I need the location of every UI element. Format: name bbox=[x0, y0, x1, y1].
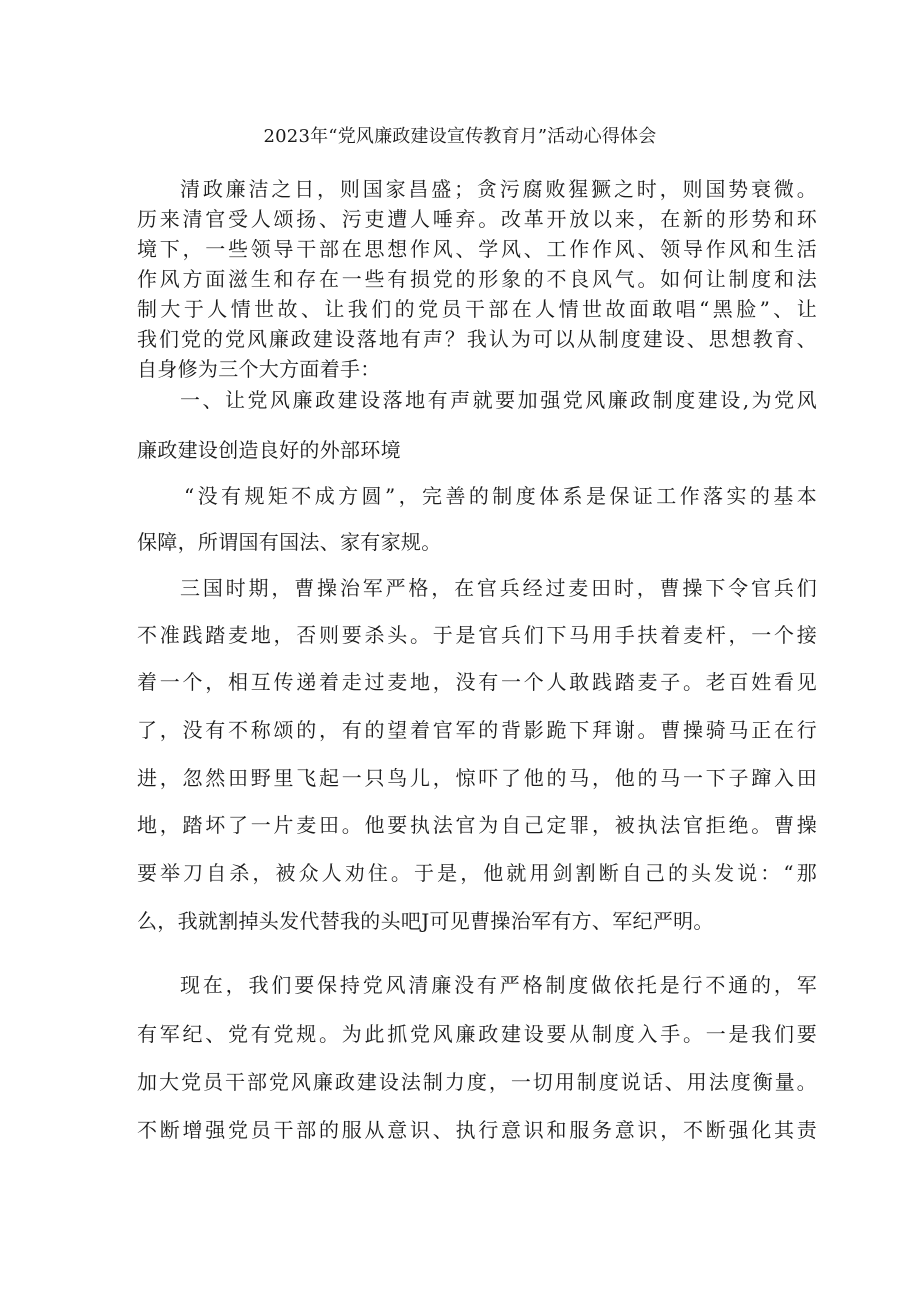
paragraph-line: 清政廉洁之日，则国家昌盛；贪污腐败猩獗之时，则国势衰微。 bbox=[180, 177, 817, 201]
paragraph-line: 着一个，相互传递着走过麦地，没有一个人敢践踏麦子。老百姓看见 bbox=[137, 670, 817, 694]
document-title: 2023年“党风廉政建设宣传教育月”活动心得体会 bbox=[263, 126, 657, 147]
paragraph-line: 地，踏坏了一片麦田。他要执法官为自己定罪，被执法官拒绝。曹操 bbox=[137, 813, 817, 837]
paragraph-line: 不断增强党员干部的服从意识、执行意识和服务意识，不断强化其责 bbox=[137, 1118, 817, 1142]
section-heading-line: 一、让党风廉政建设落地有声就要加强党风廉政制度建设,为党风 bbox=[180, 388, 817, 412]
paragraph-line: 不准践踏麦地，否则要杀头。于是官兵们下马用手扶着麦杆，一个接 bbox=[137, 623, 817, 647]
paragraph-line: 三国时期，曹操治军严格，在官兵经过麦田时，曹操下令官兵们 bbox=[180, 576, 817, 600]
paragraph-line: 么，我就割掉头发代替我的头吧J可见曹操治军有方、军纪严明。 bbox=[137, 909, 714, 933]
paragraph-line: 历来清官受人颂扬、污吏遭人唾弃。改革开放以来，在新的形势和环 bbox=[137, 207, 817, 231]
paragraph-line: 加大党员干部党风廉政建设法制力度，一切用制度说话、用法度衡量。 bbox=[137, 1070, 817, 1094]
paragraph-line: 制大于人情世故、让我们的党员干部在人情世故面敢唱“黑脸”、让 bbox=[137, 297, 817, 321]
paragraph-line: 进，忽然田野里飞起一只鸟儿，惊吓了他的马，他的马一下子蹿入田 bbox=[137, 766, 817, 790]
paragraph-line: 有军纪、党有党规。为此抓党风廉政建设要从制度入手。一是我们要 bbox=[137, 1022, 817, 1046]
paragraph-line: 现在，我们要保持党风清廉没有严格制度做依托是行不通的，军 bbox=[180, 973, 817, 997]
paragraph-line: 境下，一些领导干部在思想作风、学风、工作作风、领导作风和生活 bbox=[137, 237, 817, 261]
paragraph-line: 作风方面滋生和存在一些有损党的形象的不良风气。如何让制度和法 bbox=[137, 267, 817, 291]
paragraph-line: 我们党的党风廉政建设落地有声？我认为可以从制度建设、思想教育、 bbox=[137, 327, 817, 351]
paragraph-line: “没有规矩不成方圆”，完善的制度体系是保证工作落实的基本 bbox=[184, 484, 817, 508]
paragraph-line: 自身修为三个大方面着手： bbox=[137, 357, 381, 381]
paragraph-line: 保障，所谓国有国法、家有家规。 bbox=[137, 530, 442, 554]
paragraph-line: 了，没有不称颂的，有的望着官军的背影跪下拜谢。曹操骑马正在行 bbox=[137, 718, 817, 742]
paragraph-line: 要举刀自杀，被众人劝住。于是，他就用剑割断自己的头发说：“那 bbox=[137, 861, 817, 885]
section-heading-line: 廉政建设创造良好的外部环境 bbox=[137, 438, 401, 462]
